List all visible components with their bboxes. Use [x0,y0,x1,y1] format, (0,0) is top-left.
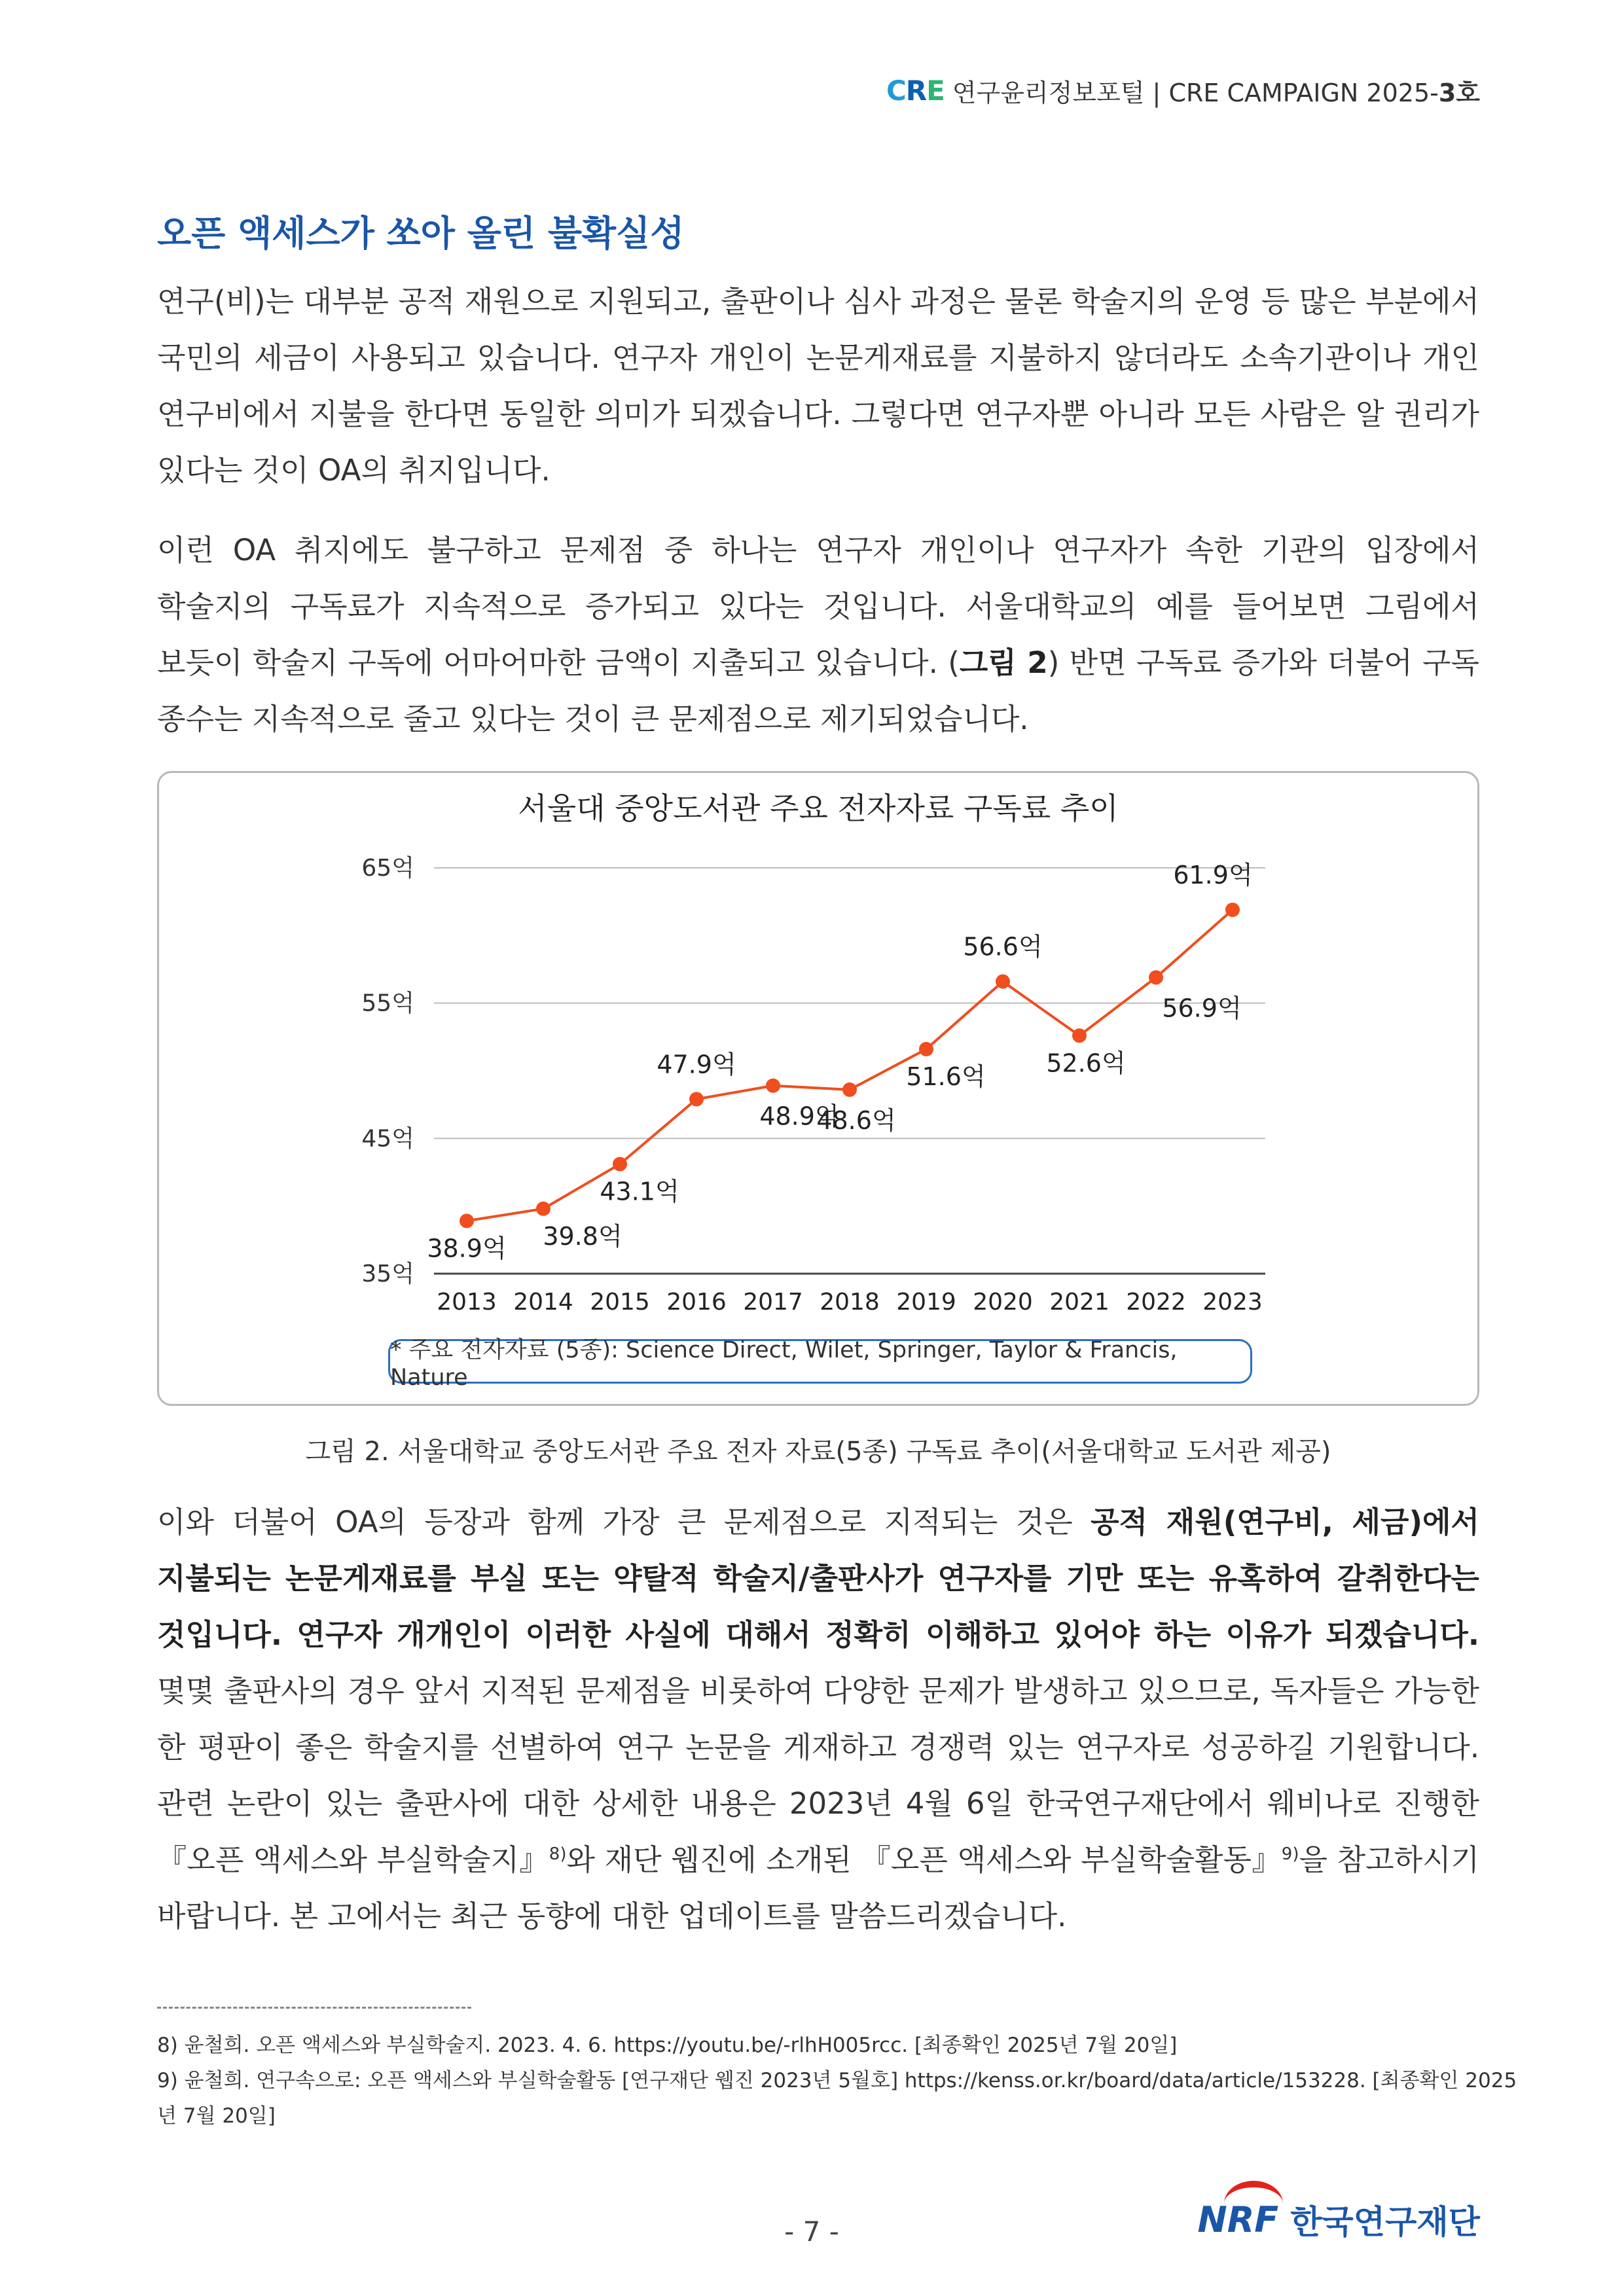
footnote-ref-8[interactable]: 8) [549,1844,567,1864]
data-label: 56.9억 [1162,994,1242,1023]
data-point [766,1079,780,1093]
footnote-ref-9[interactable]: 9) [1281,1844,1299,1864]
data-label: 61.9억 [1173,860,1253,889]
x-tick-label: 2018 [820,1288,880,1316]
footnote-9: 9) 윤철희. 연구속으로: 오픈 액세스와 부실학술활동 [연구재단 웹진 2023년 5월호] https://kenss.or.kr/board/data/article/153228. [최종확인 2025년 7월 20일] [157,2069,1517,2128]
chart-note: * 주요 전자자료 (5종): Science Direct, Wilet, Springer, Taylor & Francis, Nature [388,1339,1252,1384]
x-tick-label: 2015 [590,1288,650,1316]
x-tick-label: 2020 [973,1288,1033,1316]
y-tick-label: 65억 [361,854,414,882]
header-issue: 3호 [1438,78,1480,107]
chart-title: 서울대 중앙도서관 주요 전자자료 구독료 추이 [518,790,1119,826]
data-label: 38.9억 [427,1234,507,1263]
data-point [1225,903,1240,917]
data-point [1072,1028,1087,1043]
data-point [919,1042,933,1056]
data-point [842,1083,857,1097]
x-tick-label: 2019 [896,1288,956,1316]
data-label: 43.1억 [600,1177,679,1206]
chart-container [157,771,1479,1406]
paragraph-2: 이런 OA 취지에도 불구하고 문제점 중 하나는 연구자 개인이나 연구자가 속한 기관의 입장에서 학술지의 구독료가 지속적으로 증가되고 있다는 것입니다. 서울대학교의 예를 들어보면 그림에서 보듯이 학술지 구독에 어마어마한 금액이 지출되고 있습니다. (그림 2) 반면 구독료 증가와 더불어 구독 종수는 지속적으로 줄고 있다는 것이 큰 문제점으로 제기되었습니다. [157,532,1479,736]
footnote-divider [157,2007,471,2009]
data-point [613,1157,627,1171]
data-label: 48.9억 [759,1102,839,1131]
footnotes [157,2028,1532,2134]
paragraph-3: 이와 더불어 OA의 등장과 함께 가장 큰 문제점으로 지적되는 것은 공적 재원(연구비, 세금)에서 지불되는 논문게재료를 부실 또는 약탈적 학술지/출판사가 연구자를 기만 또는 유혹하여 갈취한다는 것입니다. 연구자 개개인이 이러한 사실에 대해서 정확히 이해하고 있어야 하는 이유가 되겠습니다. 몇몇 출판사의 경우 앞서 지적된 문제점을 비롯하여 다양한 문제가 발생하고 있으므로, 독자들은 가능한 한 평판이 좋은 학술지를 선별하여 연구 논문을 게재하고 경쟁력 있는 연구자로 성공하길 기원합니다. 관련 논란이 있는 출판사에 대한 상세한 내용은 2023년 4월 6일 한국연구재단에서 웨비나로 진행한 『오픈 액세스와 부실학술지』$^{8)}$와 재단 웹진에 소개된 『오픈 액세스와 부실학술활동』$^{9)}$을 참고하시기 바랍니다. 본 고에서는 최근 동향에 대한 업데이트를 말씀드리겠습니다. [157,1504,1480,1933]
x-tick-label: 2021 [1049,1288,1110,1316]
page-header [886,71,1480,110]
nrf-logo-mark: NRF [1197,2198,1279,2240]
cre-logo: CRE [886,74,945,107]
y-tick-label: 45억 [361,1125,414,1153]
header-title: 연구윤리정보포털 | CRE CAMPAIGN 2025- [952,78,1439,107]
data-label: 52.6억 [1046,1049,1126,1078]
y-tick-label: 55억 [361,990,414,1017]
data-label: 47.9억 [657,1050,736,1079]
data-point [1149,970,1163,984]
line-chart [159,773,1477,1404]
data-label: 48.6억 [816,1105,896,1135]
x-tick-label: 2013 [437,1288,497,1316]
data-point [460,1213,474,1228]
nrf-logo [1198,2196,1480,2243]
data-point [536,1202,550,1216]
data-point [689,1092,704,1106]
x-tick-label: 2014 [513,1288,573,1316]
paragraph-1: 연구(비)는 대부분 공적 재원으로 지원되고, 출판이나 심사 과정은 물론 학술지의 운영 등 많은 부분에서 국민의 세금이 사용되고 있습니다. 연구자 개인이 논문게재료를 지불하지 않더라도 소속기관이나 개인 연구비에서 지불을 한다면 동일한 의미가 되겠습니다. 그렇다면 연구자뿐 아니라 모든 사람은 알 권리가 있다는 것이 OA의 취지입니다. [157,283,1479,488]
x-tick-label: 2023 [1202,1288,1263,1316]
data-label: 56.6억 [963,932,1043,961]
data-point [996,974,1010,988]
bold-statement: 공적 재원(연구비, 세금)에서 지불되는 논문게재료를 부실 또는 약탈적 학술지/출판사가 연구자를 기만 또는 유혹하여 갈취한다는 것입니다. 연구자 개개인이 이러한 사실에 대해서 정확히 이해하고 있어야 하는 이유가 되겠습니다. [157,1504,1479,1652]
footnote-8: 8) 윤철희. 오픈 액세스와 부실학술지. 2023. 4. 6. https://youtu.be/-rlhH005rcc. [최종확인 2025년 7월 20일] [157,2034,1178,2057]
data-label: 51.6억 [906,1062,986,1091]
data-label: 39.8억 [543,1221,623,1251]
x-tick-label: 2016 [666,1288,727,1316]
section-title: 오픈 액세스가 쏘아 올린 불확실성 [157,213,685,254]
nrf-org-name: 한국연구재단 [1290,2203,1480,2241]
x-tick-label: 2017 [743,1288,803,1316]
main-content [157,213,1479,1968]
figure-caption: 그림 2. 서울대학교 중앙도서관 주요 전자 자료(5종) 구독료 추이(서울대학교 도서관 제공) [305,1436,1331,1467]
y-tick-label: 35억 [361,1260,414,1287]
x-tick-label: 2022 [1126,1288,1186,1316]
figure-reference: 그림 2 [959,645,1048,680]
page-number: - 7 - [784,2215,839,2248]
